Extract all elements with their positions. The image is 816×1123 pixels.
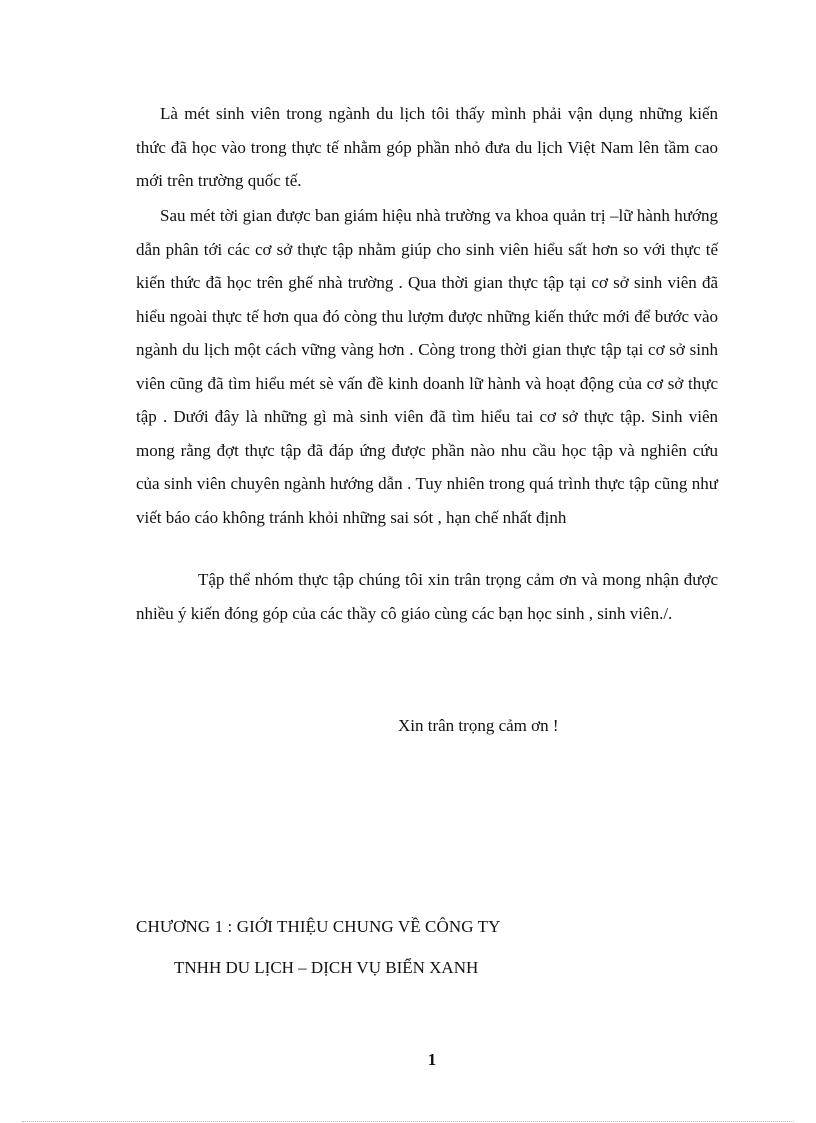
page-number: 1 xyxy=(427,1050,437,1069)
chapter-heading-line2: TNHH DU LỊCH – DỊCH VỤ BIỂN XANH xyxy=(174,958,479,977)
chapter-heading-line1: CHƯƠNG 1 : GIỚI THIỆU CHUNG VỀ CÔNG TY xyxy=(136,917,501,936)
paragraph-thanks: Tập thể nhóm thực tập chúng tôi xin trân trọng cảm ơn và mong nhận được nhiều ý kiến đóng góp của các thầy cô giáo cùng các bạn học sinh , sinh viên./. xyxy=(136,570,718,623)
paragraph-internship: Sau mét tời gian được ban giám hiệu nhà trường va khoa quản trị –lữ hành hướng dẫn phân tới các cơ sở thực tập nhằm giúp cho sinh viên hiểu sất hơn so với thực tế kiến thức đã học trên ghế nhà trường . Qua thời gian thực tập tại cơ sở sinh viên đã hiểu ngoài thực tế hơn qua đó còng thu lượm được những kiến thức mới để bước vào ngành du lịch một cách vững vàng hơn . Còng trong thời gian thực tập tại cơ sở sinh viên cũng đã tìm hiểu mét sè vấn đề kinh doanh lữ hành và hoạt động của cơ sở thực tập . Dưới đây là những gì mà sinh viên đã tìm hiểu tai cơ sở thực tập. Sinh viên mong rằng đợt thực tập đã đáp ứng được phần nào nhu cầu học tập và nghiên cứu của sinh viên chuyên ngành hướng dẫn . Tuy nhiên trong quá trình thực tập cũng như viết báo cáo không tránh khỏi những sai sót , hạn chế nhất định xyxy=(136,206,718,527)
closing-line: Xin trân trọng cảm ơn ! xyxy=(398,716,559,735)
paragraph-intro: Là mét sinh viên trong ngành du lịch tôi thấy mình phải vận dụng những kiến thức đã học vào trong thực tế nhằm góp phần nhỏ đưa du lịch Việt Nam lên tầm cao mới trên trường quốc tế. xyxy=(136,104,718,190)
footer-divider xyxy=(22,1121,794,1122)
